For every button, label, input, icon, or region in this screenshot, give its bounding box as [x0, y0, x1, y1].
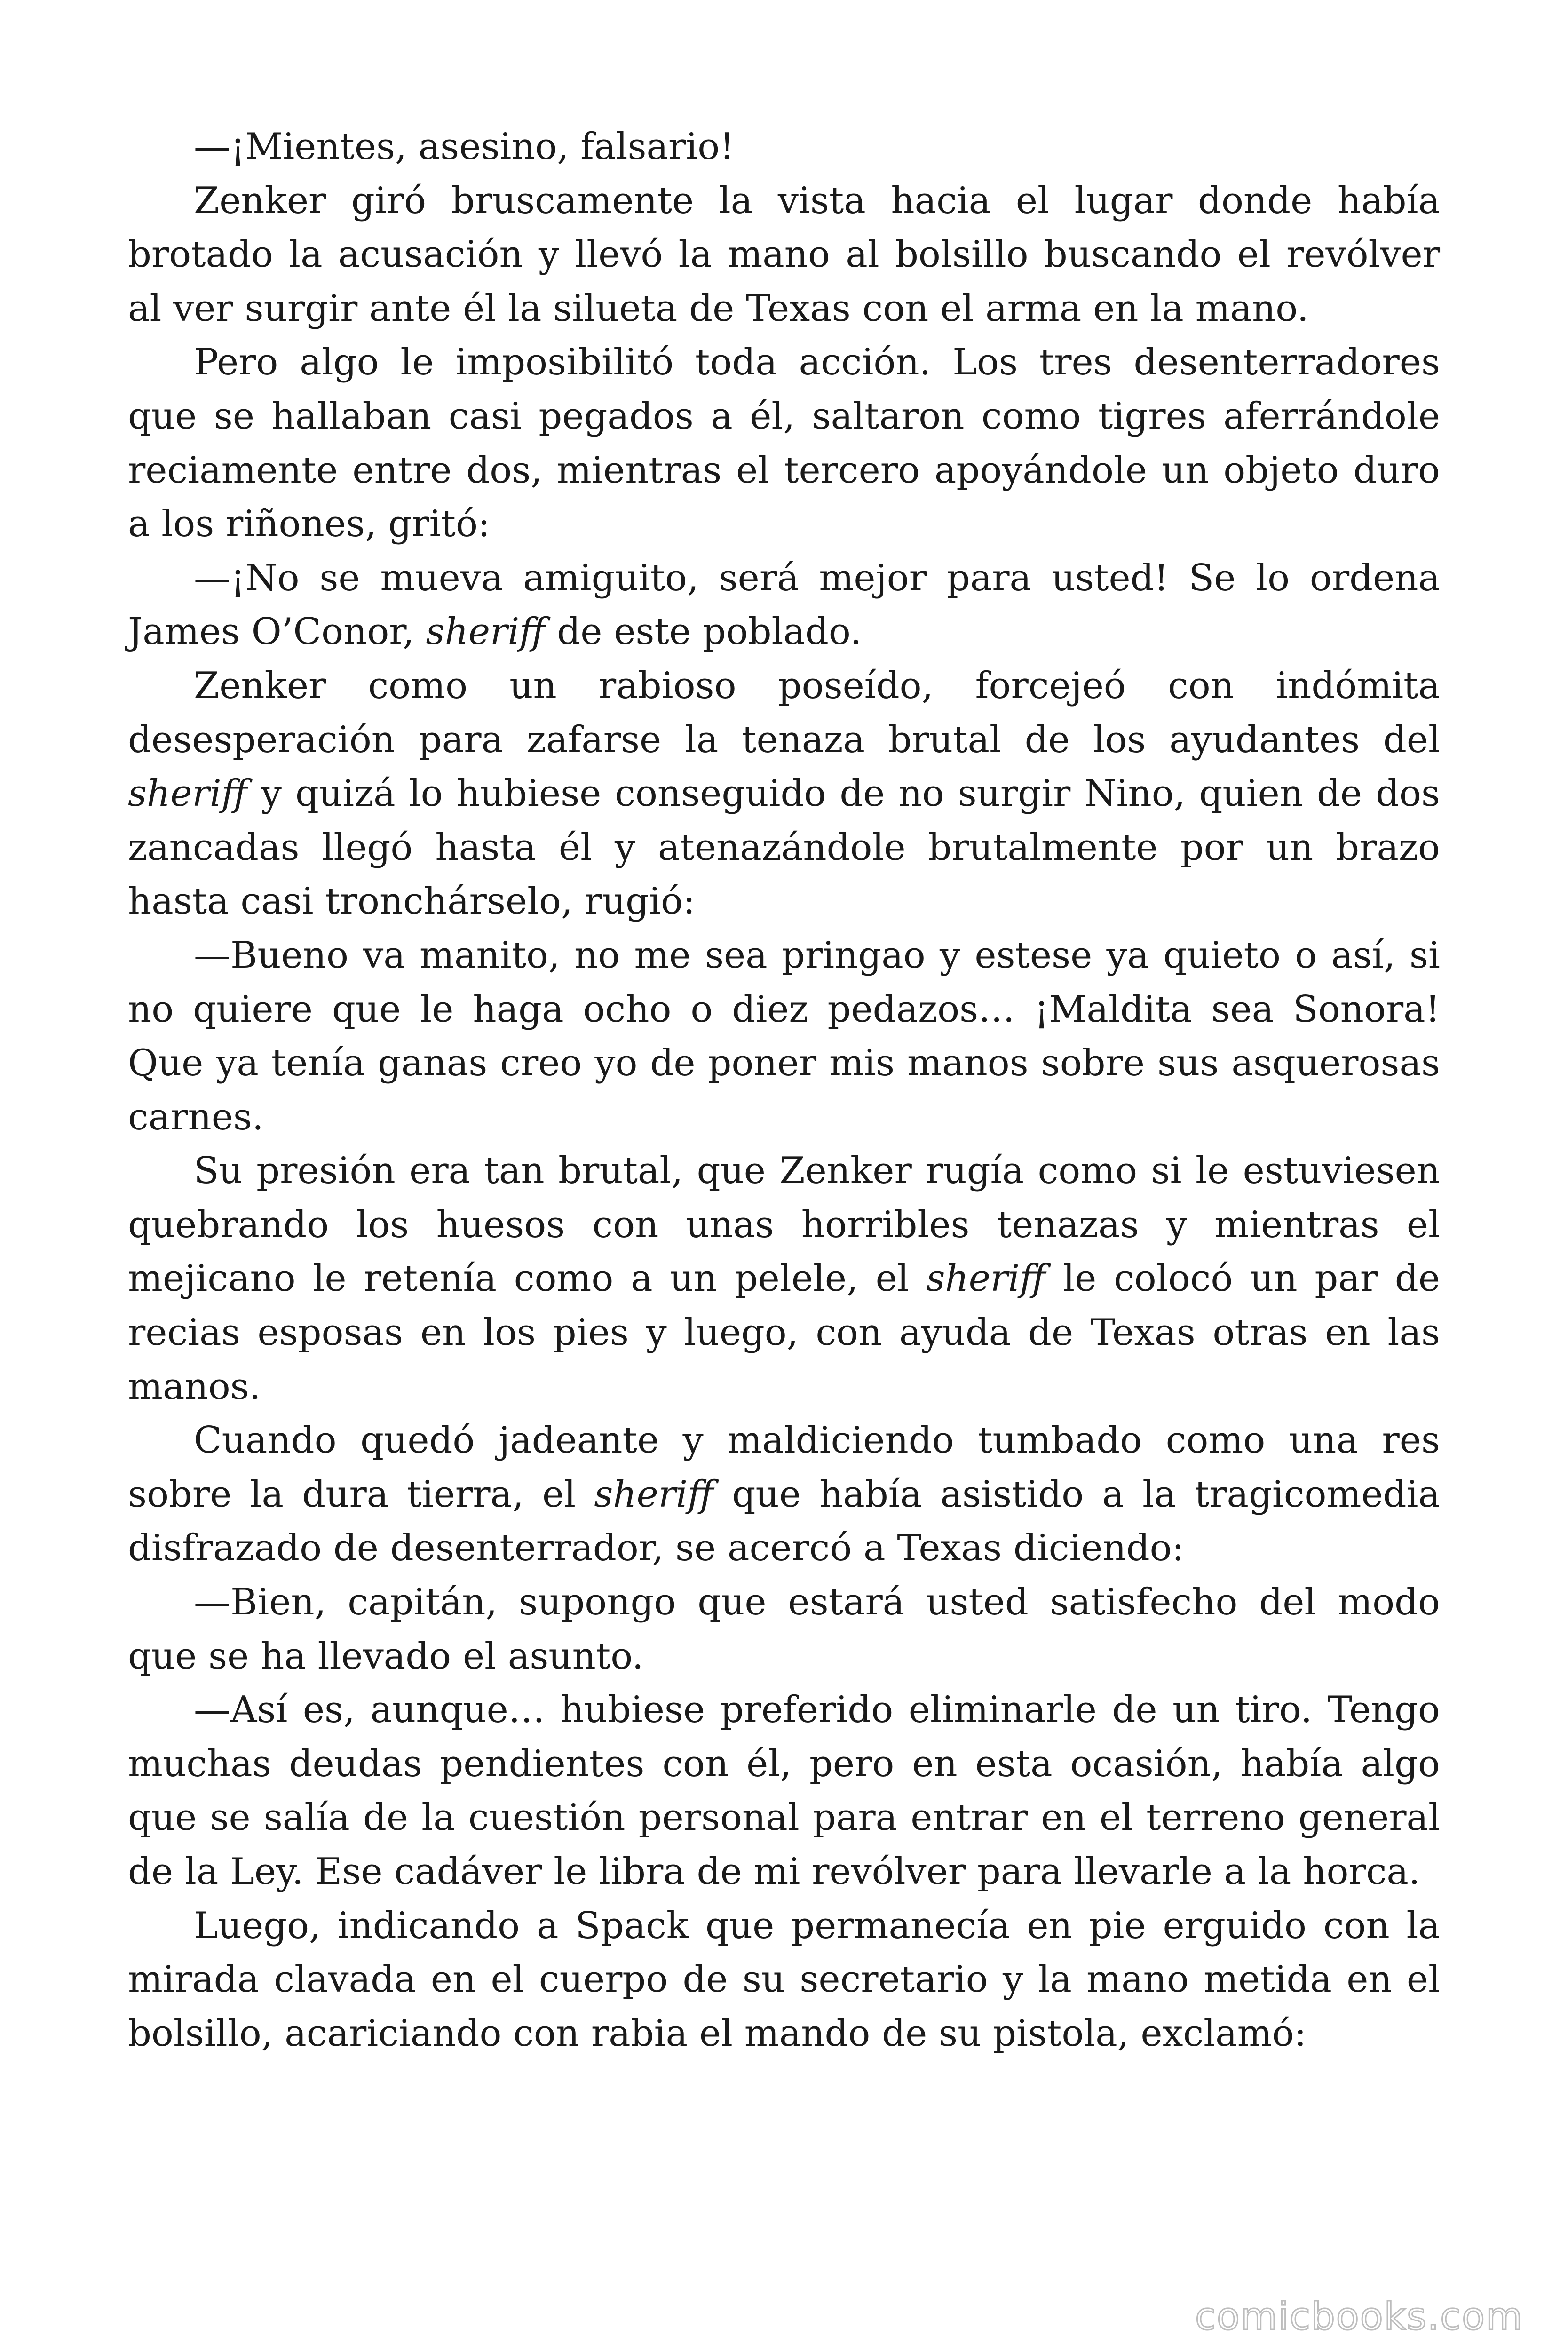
page-body-text	[128, 120, 1440, 2060]
paragraph	[128, 335, 1440, 551]
text-run: Luego, indicando a Spack que permanecía en pie erguido con la mirada clavada en el cuerpo de su secretario y la mano metida en el bolsillo, acariciando con rabia el mando de su pistola, exclamó:	[128, 1904, 1440, 2055]
paragraph	[128, 659, 1440, 929]
text-run: —Así es, aunque… hubiese preferido eliminarle de un tiro. Tengo muchas deudas pendientes con él, pero en esta ocasión, había algo que se salía de la cuestión personal para entrar en el terreno general de la Ley. Ese cadáver le libra de mi revólver para llevarle a la horca.	[128, 1689, 1440, 1893]
text-run: —Bien, capitán, supongo que estará usted satisfecho del modo que se ha llevado el asunto.	[128, 1581, 1440, 1677]
text-run: Cuando quedó jadeante y maldiciendo tumbado como una res sobre la dura tierra, el	[128, 1419, 1440, 1516]
watermark-logo: comicbooks.com	[1195, 2295, 1523, 2338]
paragraph	[128, 1575, 1440, 1683]
text-run: Su presión era tan brutal, que Zenker rugía como si le estuviesen quebrando los huesos con unas horribles tenazas y mientras el mejicano le retenía como a un pelele, el	[128, 1150, 1440, 1300]
paragraph	[128, 1414, 1440, 1575]
text-run: y quizá lo hubiese conseguido de no surgir Nino, quien de dos zancadas llegó hasta él y atenazándole brutalmente por un brazo hasta casi tronchárselo, rugió:	[128, 772, 1440, 923]
text-run: —Bueno va manito, no me sea pringao y estese ya quieto o así, si no quiere que le haga ocho o diez pedazos… ¡Maldita sea Sonora! Que ya tenía ganas creo yo de poner mis manos sobre sus asquerosas carnes.	[128, 934, 1440, 1138]
text-run: Zenker como un rabioso poseído, forcejeó con indómita desesperación para zafarse la tenaza brutal de los ayudantes del	[128, 664, 1440, 761]
text-run: —¡Mientes, asesino, falsario!	[194, 126, 735, 168]
paragraph	[128, 929, 1440, 1144]
text-run: —¡No se mueva amiguito, será mejor para usted! Se lo ordena James O’Conor,	[128, 556, 1440, 653]
paragraph	[128, 1683, 1440, 1899]
italic-text: sheriff	[128, 772, 247, 815]
paragraph	[128, 551, 1440, 659]
italic-text: sheriff	[926, 1257, 1046, 1300]
italic-text: sheriff	[594, 1473, 714, 1516]
paragraph	[128, 1144, 1440, 1414]
text-run: que había asistido a la tragicomedia disfrazado de desenterrador, se acercó a Texas diciendo:	[128, 1473, 1440, 1570]
text-run: le colocó un par de recias esposas en los pies y luego, con ayuda de Texas otras en las manos.	[128, 1257, 1440, 1408]
paragraph	[128, 174, 1440, 336]
text-run: Pero algo le imposibilitó toda acción. Los tres desenterradores que se hallaban casi pegados a él, saltaron como tigres aferrándole reciamente entre dos, mientras el tercero apoyándole un objeto duro a los riñones, gritó:	[128, 341, 1440, 546]
paragraph	[128, 1899, 1440, 2061]
text-run: de este poblado.	[545, 611, 862, 653]
paragraph	[128, 120, 1440, 174]
italic-text: sheriff	[426, 611, 546, 653]
text-run: Zenker giró bruscamente la vista hacia el lugar donde había brotado la acusación y llevó la mano al bolsillo buscando el revólver al ver surgir ante él la silueta de Texas con el arma en la mano.	[128, 179, 1440, 330]
